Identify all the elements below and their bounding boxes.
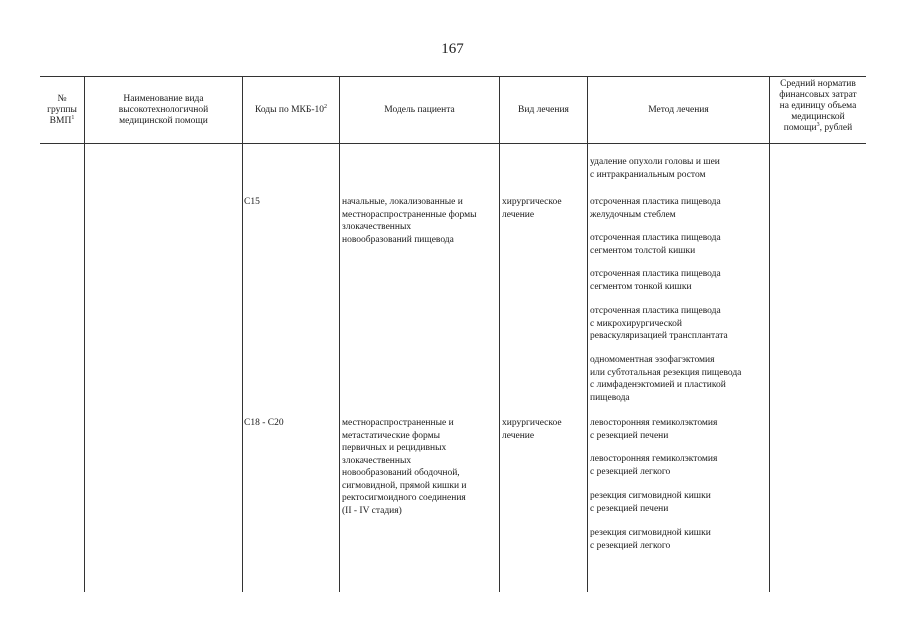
header-treatment-method: Метод лечения: [587, 77, 769, 143]
method-item: одномоментная эзофагэктомия или субтотальная резекция пищевода с лимфаденэктомией и пластикой пищевода: [590, 355, 742, 403]
method-item: резекция сигмовидной кишки с резекцией легкого: [590, 528, 711, 551]
method-item: левосторонняя гемиколэктомия с резекцией легкого: [590, 454, 718, 477]
icd-code: C18 - C20: [244, 418, 284, 428]
method-item: отсроченная пластика пищевода с микрохирургической реваскуляризацией трансплантата: [590, 306, 728, 341]
column-divider: [242, 142, 243, 592]
header-cost-norm: Средний норматив финансовых затрат на единицу объема медицинской помощи$^3$, рублей: [769, 77, 866, 143]
method-item: левосторонняя гемиколэктомия с резекцией печени: [590, 418, 718, 441]
method-item: удаление опухоли головы и шеи с интракраниальным ростом: [590, 157, 720, 180]
patient-model: местнораспространенные и метастатические формы первичных и рецидивных злокачественных новообразований ободочной, сигмовидной, прямой кишки и ректосигмоидного соединения (II - IV стадия): [342, 418, 467, 516]
column-divider: [84, 142, 85, 592]
header-patient-model: Модель пациента: [339, 77, 499, 143]
treatment-type: хирургическое лечение: [502, 197, 562, 220]
method-item: отсроченная пластика пищевода сегментом тонкой кишки: [590, 269, 721, 292]
column-divider: [339, 142, 340, 592]
header-icd-codes: Коды по МКБ-$10^2$: [242, 77, 339, 143]
table-header: [40, 76, 866, 144]
column-divider: [587, 142, 588, 592]
column-divider: [769, 142, 770, 592]
method-item: отсроченная пластика пищевода желудочным стеблем: [590, 197, 721, 220]
header-treatment-type: Вид лечения: [499, 77, 587, 143]
treatment-type: хирургическое лечение: [502, 418, 562, 441]
column-divider: [499, 142, 500, 592]
patient-model: начальные, локализованные и местнораспространенные формы злокачественных новообразований пищевода: [342, 197, 477, 245]
icd-code: C15: [244, 197, 260, 207]
header-group-number: № группы ВМП$^1$: [47, 93, 77, 126]
method-item: резекция сигмовидной кишки с резекцией печени: [590, 491, 711, 514]
method-item: отсроченная пластика пищевода сегментом толстой кишки: [590, 233, 721, 256]
header-care-type: Наименование вида высокотехнологичной медицинской помощи: [84, 77, 242, 143]
page-number: 167: [441, 41, 464, 57]
